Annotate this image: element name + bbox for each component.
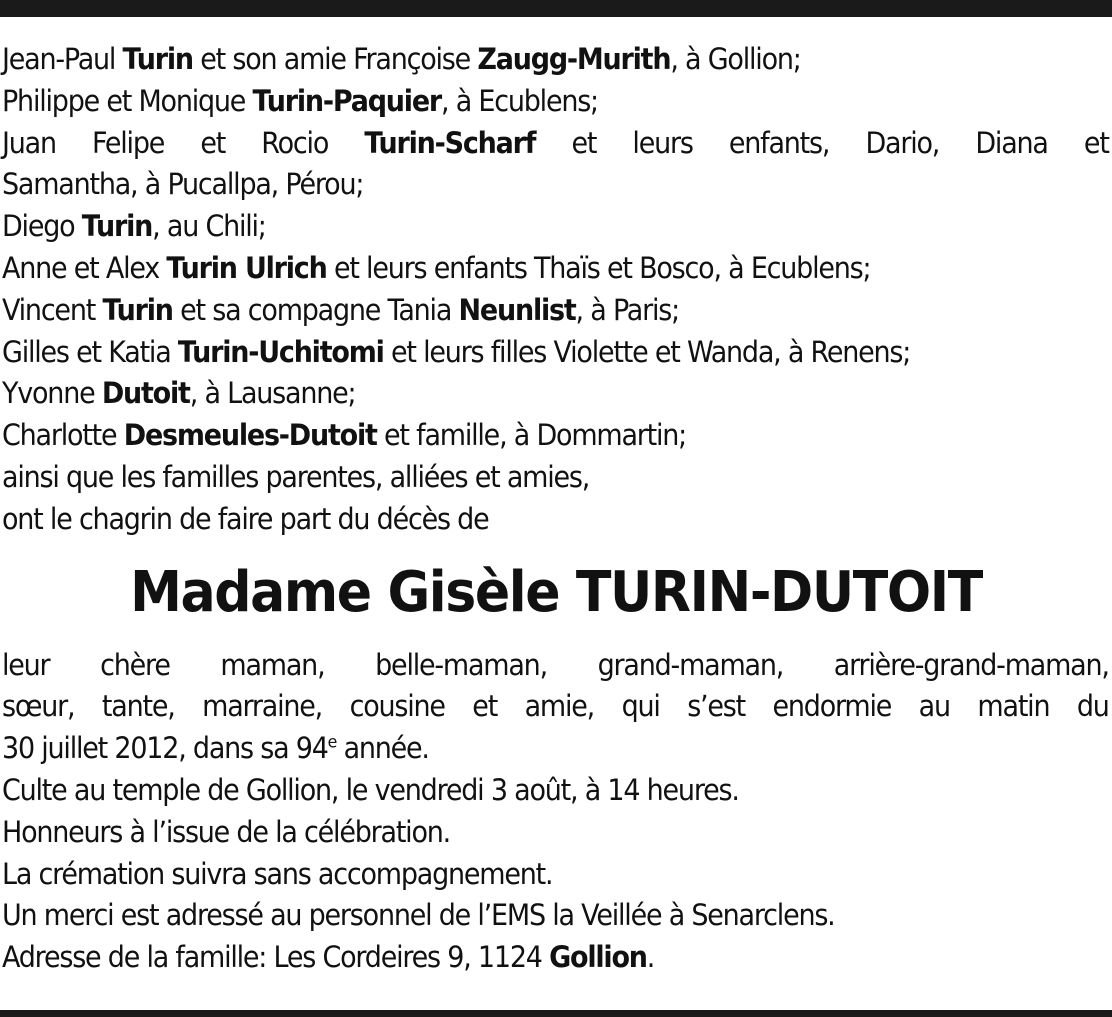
family-name: Dutoit	[101, 376, 190, 411]
body-line: 30 juillet 2012, dans sa 94e année.	[2, 731, 429, 766]
family-line: Vincent Turin et sa compagne Tania Neunlist, à Paris;	[2, 292, 680, 327]
family-name: Turin	[102, 292, 173, 327]
deceased-name: Madame Gisèle TURIN-DUTOIT	[130, 559, 982, 625]
family-line: ainsi que les familles parentes, alliées et amies,	[2, 459, 590, 494]
family-line: Philippe et Monique Turin-Paquier, à Ecublens;	[2, 83, 598, 118]
family-line: Diego Turin, au Chili;	[2, 209, 266, 244]
obituary-notice	[2, 39, 1110, 979]
family-name: Turin-Scharf	[364, 125, 536, 160]
family-line: Jean-Paul Turin et son amie Françoise Zaugg-Murith, à Gollion;	[2, 42, 801, 76]
body-line: leur chère maman, belle-maman, grand-maman, arrière-grand-maman,	[2, 647, 1109, 682]
body-line: sœur, tante, marraine, cousine et amie, qui s’est endormie au matin du	[2, 689, 1109, 724]
family-name: Turin	[122, 42, 193, 76]
family-line: ont le chagrin de faire part du décès de	[2, 501, 489, 536]
body-line: Honneurs à l’issue de la célébration.	[2, 814, 451, 849]
family-line: Juan Felipe et Rocio Turin-Scharf et leurs enfants, Dario, Diana et	[2, 125, 1109, 160]
family-name: Turin	[81, 209, 153, 244]
body-line: Culte au temple de Gollion, le vendredi 3 août, à 14 heures.	[2, 772, 739, 807]
ordinal-superscript: e	[327, 732, 337, 753]
family-line: Yvonne Dutoit, à Lausanne;	[2, 376, 356, 411]
body-line: La crémation suivra sans accompagnement.	[2, 856, 553, 891]
family-name: Turin-Paquier	[252, 83, 442, 118]
family-name: Zaugg-Murith	[477, 42, 671, 76]
body-line: Adresse de la famille: Les Cordeires 9, 1124 Gollion.	[2, 940, 655, 975]
family-line: Samantha, à Pucallpa, Pérou;	[2, 167, 364, 202]
bottom-rule	[0, 1010, 1112, 1017]
family-name: Desmeules-Dutoit	[123, 418, 377, 453]
family-address-city: Gollion	[549, 940, 647, 975]
family-line: Charlotte Desmeules-Dutoit et famille, à Dommartin;	[2, 418, 687, 453]
family-name: Turin Ulrich	[166, 250, 327, 285]
family-name: Neunlist	[458, 292, 576, 327]
family-name: Turin-Uchitomi	[177, 334, 384, 369]
body-line: Un merci est adressé au personnel de l’EMS la Veillée à Senarclens.	[2, 898, 835, 933]
family-line: Gilles et Katia Turin-Uchitomi et leurs filles Violette et Wanda, à Renens;	[2, 334, 911, 369]
top-rule	[0, 0, 1112, 17]
family-line: Anne et Alex Turin Ulrich et leurs enfants Thaïs et Bosco, à Ecublens;	[2, 250, 871, 285]
